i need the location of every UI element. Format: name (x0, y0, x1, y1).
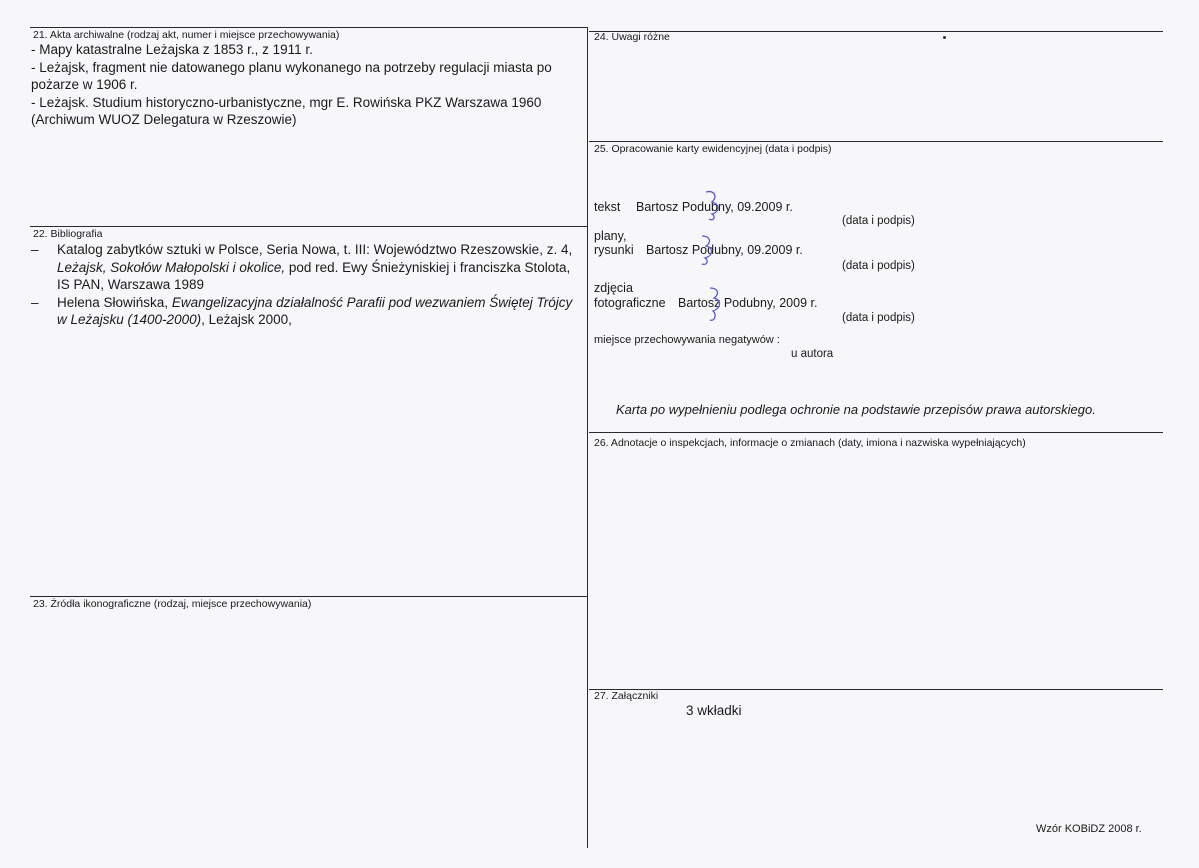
top-rule-left (30, 27, 587, 28)
rule-25 (589, 141, 1163, 142)
data-i-podpis-label: (data i podpis) (842, 260, 915, 272)
bullet-dash: – (31, 294, 39, 310)
tekst-author: Bartosz Podubny, 09.2009 r. (636, 200, 793, 214)
bibliography-item (31, 294, 579, 329)
archive-line: - Mapy katastralne Leżajska z 1853 r., z 1911 r. (31, 42, 313, 57)
section-25-title: 25. Opracowanie karty ewidencyjnej (data i podpis) (594, 143, 832, 155)
zdjecia-label: zdjęcia (594, 281, 633, 295)
section-21-title: 21. Akta archiwalne (rodzaj akt, numer i miejsce przechowywania) (33, 29, 340, 41)
negatives-location-value: u autora (791, 348, 834, 360)
data-i-podpis-label: (data i podpis) (842, 312, 915, 324)
fotograficzne-label: fotograficzne (594, 296, 666, 310)
section-21-content (31, 41, 586, 129)
signature-mark (694, 234, 718, 270)
section-22-title: 22. Bibliografia (33, 228, 103, 240)
section-23-title: 23. Źródła ikonograficzne (rodzaj, miejsce przechowywania) (33, 598, 312, 610)
bib-title: Leżajsk, Sokołów Małopolski i okolice, (57, 259, 286, 275)
bib-text: , Leżajsk 2000, (201, 312, 292, 327)
bib-title: Ewangelizacyjna działalność Parafii pod wezwaniem Świętej Trójcy w Leżajsku (1400-2000) (57, 294, 573, 327)
section-26-title: 26. Adnotacje o inspekcjach, informacje o zmianach (daty, imiona i nazwiska wypełniających) (594, 437, 1026, 449)
bullet-dash: – (31, 242, 39, 257)
attachments-value: 3 wkładki (686, 703, 742, 718)
form-template-label: Wzór KOBiDZ 2008 r. (1036, 823, 1142, 835)
signature-mark (702, 286, 726, 326)
fotograficzne-author: Bartosz Podubny, 2009 r. (678, 296, 818, 310)
archive-line: - Leżajsk, fragment nie datowanego planu wykonanego na potrzeby regulacji miasta po (31, 59, 552, 75)
rysunki-label: rysunki (594, 243, 634, 257)
rule-26 (589, 432, 1163, 433)
rule-22 (30, 226, 587, 227)
bib-text: pod red. Ewy Śnieżyniskiej i franciszka Stolota, IS PAN, Warszawa 1989 (57, 259, 571, 292)
ink-dot (943, 36, 946, 39)
archive-line: - Leżajsk. Studium historyczno-urbanistyczne, mgr E. Rowińska PKZ Warszawa 1960 (31, 94, 542, 110)
tekst-label: tekst (594, 200, 621, 214)
bibliography-list (31, 241, 579, 329)
archive-line: pożarze w 1906 r. (31, 77, 138, 92)
rule-27 (589, 689, 1163, 690)
signature-mark (700, 188, 724, 224)
rysunki-author: Bartosz Podubny, 09.2009 r. (646, 243, 803, 257)
copyright-notice: Karta po wypełnieniu podlega ochronie na podstawie przepisów prawa autorskiego. (616, 402, 1096, 417)
top-rule-right (589, 31, 1163, 32)
bib-text: Helena Słowińska, (57, 294, 172, 310)
bib-text: Katalog zabytków sztuki w Polsce, Seria Nowa, t. III: Województwo Rzeszowskie, z. 4, (57, 242, 573, 257)
column-divider (587, 27, 588, 848)
section-27-title: 27. Załączniki (594, 690, 659, 702)
negatives-location-label: miejsce przechowywania negatywów : (594, 334, 780, 346)
data-i-podpis-label: (data i podpis) (842, 215, 915, 227)
bibliography-item (31, 241, 579, 294)
archive-line: (Archiwum WUOZ Delegatura w Rzeszowie) (31, 112, 297, 127)
rule-23 (30, 596, 587, 597)
section-24-title: 24. Uwagi różne (594, 31, 670, 43)
plany-label: plany, (594, 229, 627, 243)
